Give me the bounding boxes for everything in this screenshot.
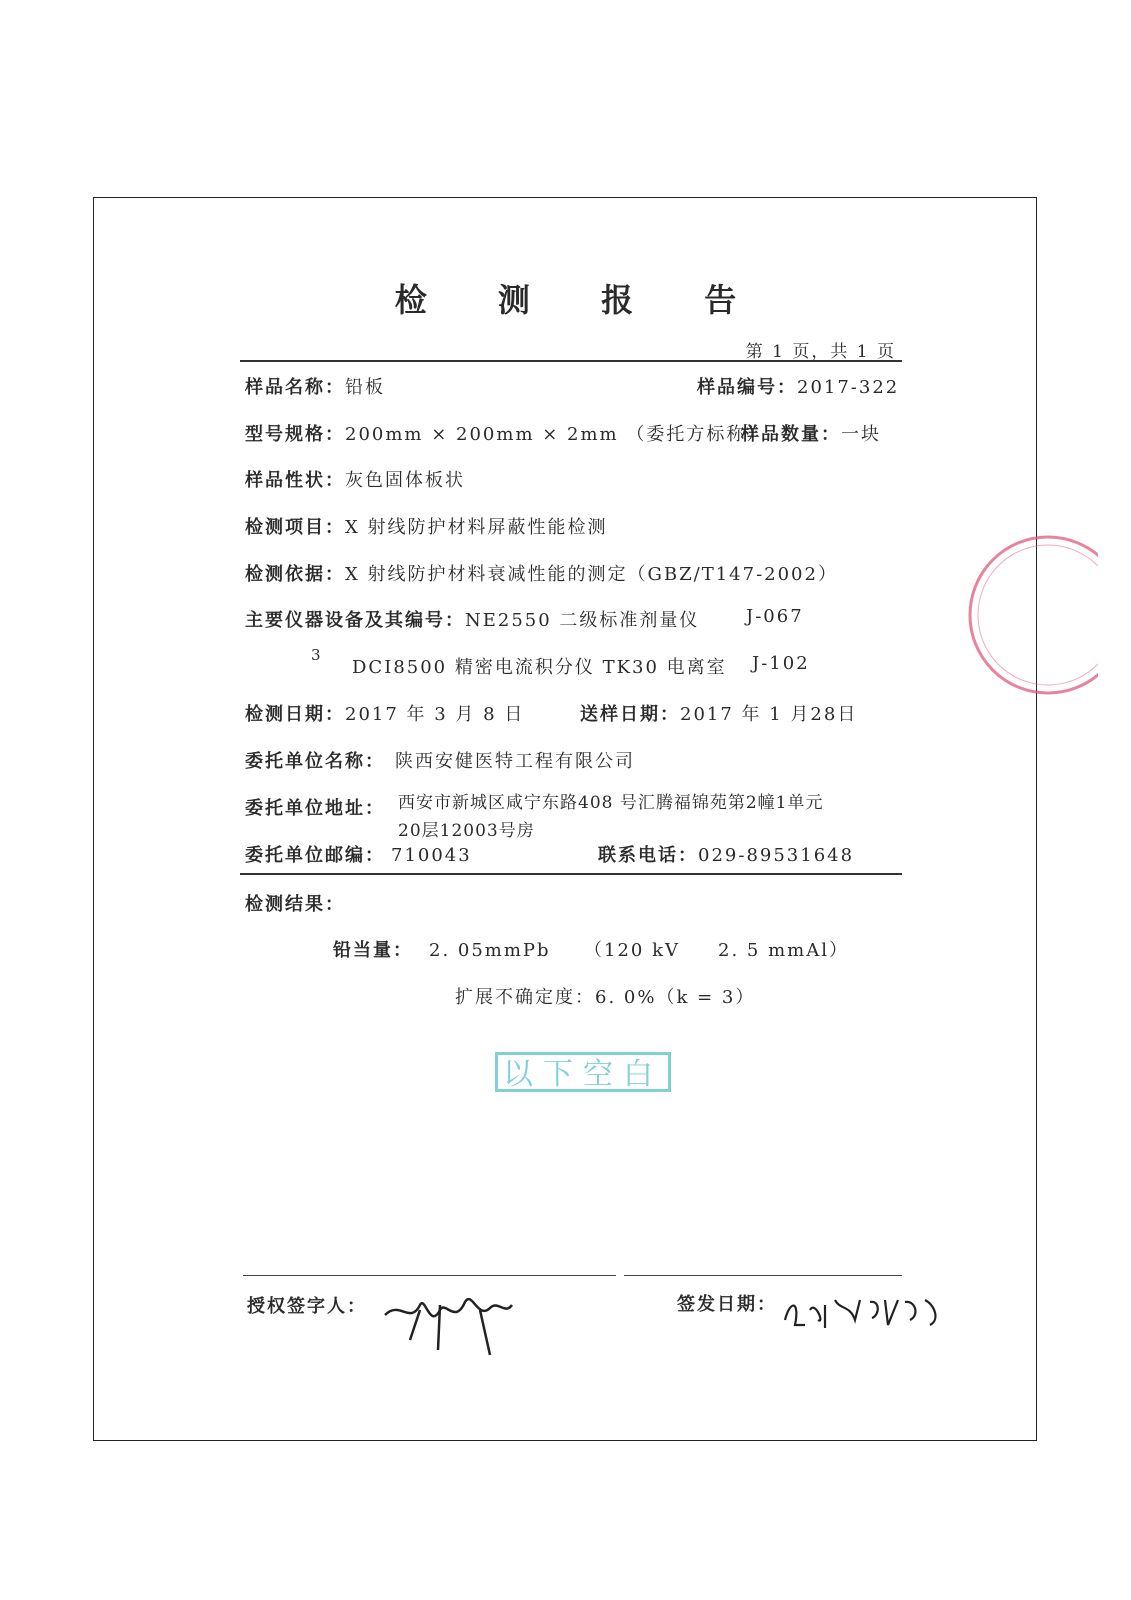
lead-eq-label: 铅当量：: [333, 940, 413, 961]
basis-label: 检测依据：: [245, 564, 345, 585]
client-zip-row: [245, 841, 472, 867]
official-seal: [958, 530, 1098, 700]
basis-row: [245, 560, 838, 586]
phone-row: [598, 841, 854, 867]
sample-no-label: 样品编号：: [697, 377, 797, 398]
equipment-1-no: J-067: [746, 606, 804, 627]
item-row: [245, 513, 608, 539]
item-label: 检测项目：: [245, 517, 345, 538]
uncertainty: 扩展不确定度：6. 0%（k = 3）: [455, 987, 756, 1008]
equipment-2: DCI8500 精密电流积分仪 TK30 电离室: [352, 657, 727, 678]
client-name-value: 陕西安健医特工程有限公司: [395, 751, 635, 772]
model-value: 200mm × 200mm × 2mm （委托方标称）: [345, 424, 767, 445]
signature-divider-right: [624, 1275, 902, 1276]
lead-eq-row: [333, 936, 551, 962]
signature-divider-left: [243, 1275, 616, 1276]
equipment-2-no: J-102: [752, 653, 810, 674]
handwritten-date-image: [780, 1280, 950, 1340]
sample-name-row: [245, 373, 385, 399]
client-zip-label: 委托单位邮编：: [245, 845, 385, 866]
client-zip-value: 710043: [391, 845, 472, 866]
sample-name-label: 样品名称：: [245, 377, 345, 398]
model-row: [245, 420, 766, 446]
model-label: 型号规格：: [245, 424, 345, 445]
test-date-value: 2017 年 3 月 8 日: [345, 704, 525, 725]
equipment-label: 主要仪器设备及其编号：: [245, 610, 465, 631]
equipment-row: [245, 606, 699, 632]
test-date-label: 检测日期：: [245, 704, 345, 725]
equipment-1: NE2550 二级标准剂量仪: [465, 610, 700, 631]
sample-no-value: 2017-322: [797, 377, 900, 398]
signature-image: [380, 1280, 520, 1360]
send-date-row: [580, 700, 857, 726]
state-label: 样品性状：: [245, 470, 345, 491]
quantity-label: 样品数量：: [741, 424, 841, 445]
client-name-label: 委托单位名称：: [245, 751, 385, 772]
page-indicator: 第 1 页，共 1 页: [745, 342, 896, 362]
basis-value: X 射线防护材料衰减性能的测定（GBZ/T147-2002）: [345, 564, 838, 585]
state-row: [245, 466, 465, 492]
phone-value: 029-89531648: [698, 845, 855, 866]
sample-no-row: [697, 373, 899, 399]
info-divider: [240, 873, 902, 875]
client-name-row: [245, 747, 635, 773]
state-value: 灰色固体板状: [345, 470, 465, 491]
test-date-row: [245, 700, 524, 726]
client-addr-line1: 西安市新城区咸宁东路408 号汇腾福锦苑第2幢1单元: [398, 793, 824, 813]
signer-label: 授权签字人：: [247, 1296, 367, 1317]
sample-name-value: 铅板: [345, 377, 385, 398]
client-addr-label: 委托单位地址：: [245, 798, 385, 819]
lead-eq-cond-1: （120 kV: [584, 940, 680, 961]
item-value: X 射线防护材料屏蔽性能检测: [345, 517, 608, 538]
phone-label: 联系电话：: [598, 845, 698, 866]
quantity-row: [741, 420, 881, 446]
client-addr-line2: 20层12003号房: [398, 821, 535, 841]
quantity-value: 一块: [841, 424, 881, 445]
send-date-label: 送样日期：: [580, 704, 680, 725]
blank-stamp: 以下空白: [495, 1052, 671, 1092]
issue-date-label: 签发日期：: [677, 1294, 777, 1315]
result-label: 检测结果：: [245, 894, 345, 915]
lead-eq-value: 2. 05mmPb: [429, 940, 551, 961]
header-divider: [240, 360, 902, 362]
lead-eq-cond-2: 2. 5 mmAl）: [718, 940, 849, 961]
report-title: 检 测 报 告: [394, 281, 767, 319]
send-date-value: 2017 年 1 月28日: [680, 704, 858, 725]
equipment-mark: 3: [311, 646, 321, 664]
